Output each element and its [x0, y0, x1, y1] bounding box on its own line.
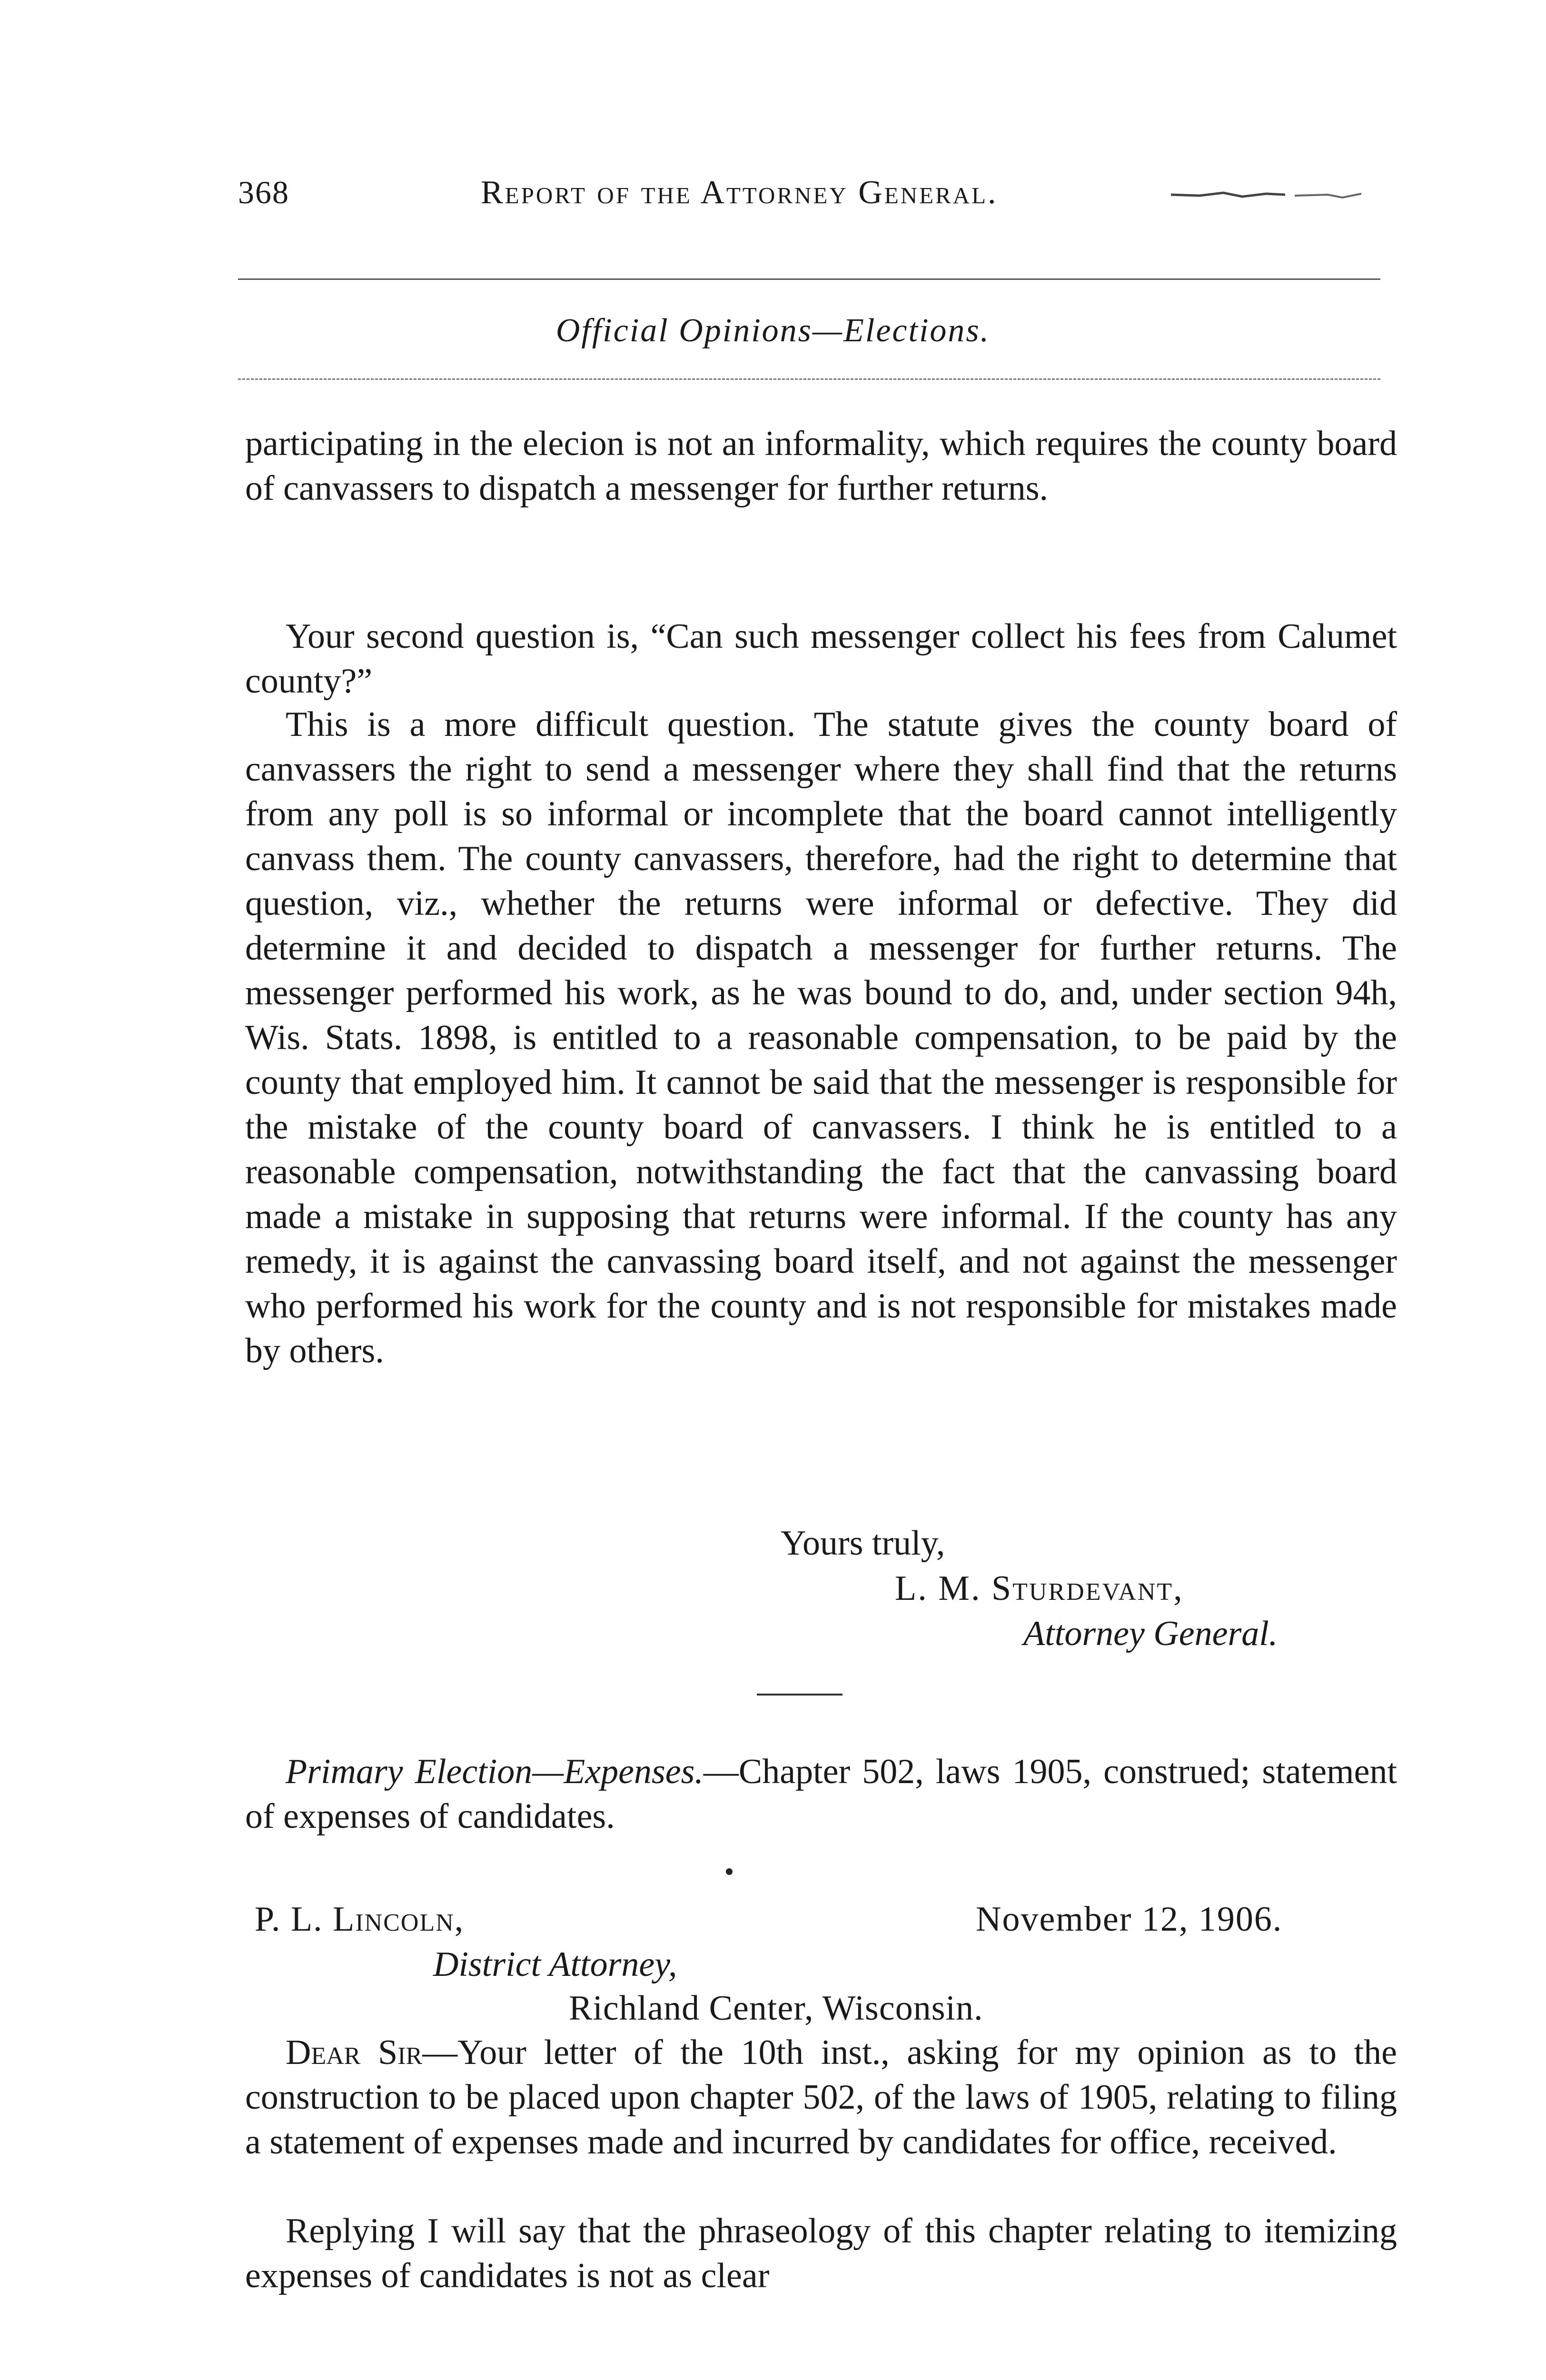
ink-smudge: [1171, 189, 1371, 203]
letter-paragraph-reply: [245, 2209, 1397, 2298]
signature-name: [895, 1566, 1184, 1611]
section-heading: Official Opinions—Elections.: [555, 312, 991, 349]
paragraph-text: This is a more difficult question. The statute gives the county board of canvassers the right to send a messenger where they shall find that the returns from any poll is so informal or incomplete that the board cannot intelligently canvass them. The county canvassers, therefore, had the right to determine that question, viz., whether the returns were informal or defective. They did determine it and decided to dispatch a messenger for further returns. The messenger performed his work, as he was bound to do, and, under section 94h, Wis. Stats. 1898, is entitled to a reasonable compensation, to be paid by the county that employed him. It cannot be said that the messenger is responsible for the mistake of the county board of canvassers. I think he is entitled to a reasonable compensation, notwithstanding the fact that the canvassing board made a mistake in supposing that returns were informal. If the county has any remedy, it is against the canvassing board itself, and not against the messenger who performed his work for the county and is not responsible for mistakes made by others.: [245, 705, 1397, 1370]
salutation: Dear Sir: [286, 2033, 423, 2072]
header-rule-bottom: [238, 378, 1380, 380]
body-paragraph-question: [245, 614, 1397, 704]
letter-date: November 12, 1906.: [976, 1900, 1283, 1939]
page-header: [238, 169, 1380, 226]
addressee-title: District Attorney,: [433, 1945, 677, 1984]
addressee-initials: P. L.: [255, 1900, 323, 1939]
stray-mark: [726, 1868, 733, 1875]
signer-initials: L. M.: [895, 1569, 981, 1608]
paragraph-body: —Your letter of the 10th inst., asking for my opinion as to the construction to be placed upon chapter 502, of the laws of 1905, relating to filing a statement of expenses made and incurred by candidates for office, received.: [245, 2033, 1397, 2162]
signer-surname: Sturdevant,: [991, 1569, 1184, 1608]
opinion-syllabus: [245, 1749, 1397, 1839]
page-number: 368: [238, 174, 289, 210]
running-head: Report of the Attorney General.: [481, 174, 998, 211]
paragraph-text: Your second question is, “Can such messenger collect his fees from Calumet county?”: [245, 617, 1397, 701]
addressee-place: Richland Center, Wisconsin.: [569, 1989, 983, 2028]
letter-paragraph-opening: [245, 2030, 1397, 2164]
signer-title: Attorney General.: [1023, 1614, 1278, 1653]
addressee-name: [255, 1897, 464, 1942]
valediction: Yours truly,: [781, 1524, 945, 1563]
section-divider: [757, 1694, 842, 1696]
body-paragraph-continued: [245, 421, 1397, 511]
body-paragraph-answer: [245, 702, 1397, 1373]
addressee-surname: Lincoln,: [333, 1900, 465, 1939]
syllabus-text: —Chapter 502, laws 1905, construed; statement of expenses of candidates.: [245, 1752, 1397, 1836]
paragraph-text: Replying I will say that the phraseology of this chapter relating to itemizing expenses of candidates is not as clear: [245, 2211, 1397, 2295]
paragraph-text: [245, 2030, 1397, 2164]
syllabus-topic: Primary Election—Expenses.: [286, 1752, 704, 1791]
paragraph-text: participating in the elecion is not an informality, which requires the county board of canvassers to dispatch a messenger for further returns.: [245, 424, 1397, 508]
header-rule-top: [238, 278, 1380, 280]
